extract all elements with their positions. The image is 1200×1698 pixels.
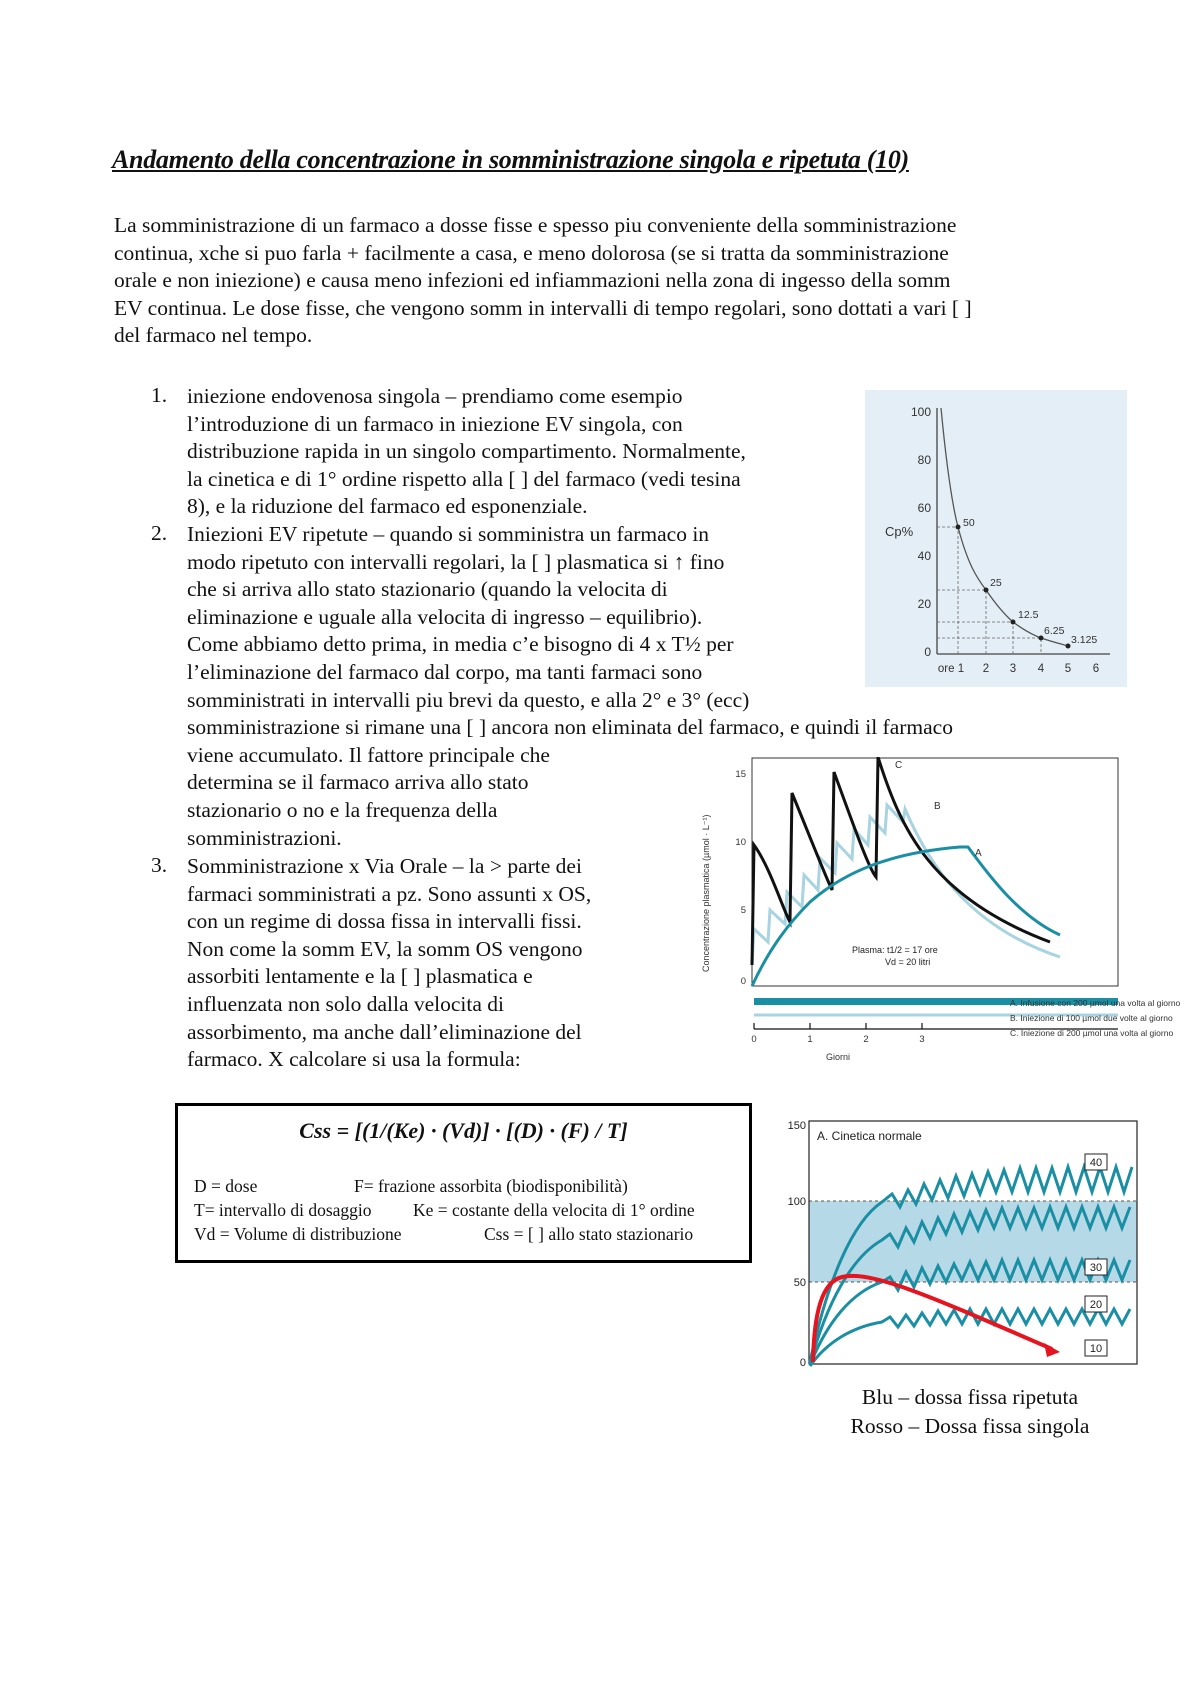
intro-line: EV continua. Le dose fisse, che vengono somm in intervalli di tempo regolari, sono dottati a vari [ ] xyxy=(114,295,972,320)
oral-dosing-figure xyxy=(782,1112,1140,1380)
y-tick-label: 10 xyxy=(735,837,746,848)
list-number: 3. xyxy=(151,853,168,877)
y-tick-label: 40 xyxy=(917,549,931,563)
formula-box xyxy=(175,1103,752,1263)
formula-def: T= intervallo di dosaggio xyxy=(194,1200,372,1220)
chart-title: A. Cinetica normale xyxy=(817,1129,922,1143)
x-tick-label: 3 xyxy=(1009,663,1017,675)
formula-def: Ke = costante della velocita di 1° ordine xyxy=(413,1200,695,1220)
intro-line: del farmaco nel tempo. xyxy=(114,323,313,348)
y-axis-label: Cp% xyxy=(885,524,914,539)
caption-red: Rosso – Dossa fissa singola xyxy=(850,1414,1090,1438)
list-line: influenzata non solo dalla velocita di xyxy=(187,991,505,1016)
data-point xyxy=(1066,644,1071,649)
plasma-info: Vd = 20 litri xyxy=(885,957,931,967)
y-tick-label: 0 xyxy=(740,976,746,987)
list-line: modo ripetuto con intervalli regolari, la [ ] plasmatica si ↑ fino xyxy=(187,549,725,574)
list-line: la cinetica e di 1° ordine rispetto alla [ ] del farmaco (vedi tesina xyxy=(187,466,741,491)
list-line: assorbiti lentamente e la [ ] plasmatica e xyxy=(187,964,533,989)
point-label: 25 xyxy=(990,577,1002,589)
y-tick-label: 60 xyxy=(917,501,931,515)
data-point xyxy=(1039,636,1044,641)
list-line: somministrazioni. xyxy=(187,825,342,850)
point-label: 3.125 xyxy=(1071,634,1098,646)
list-line: l’eliminazione del farmaco dal corpo, ma tanti farmaci sono xyxy=(187,659,703,684)
x-tick-label: 4 xyxy=(1037,663,1045,675)
y-tick-label: 50 xyxy=(793,1277,806,1289)
list-line: con un regime di dossa fissa in intervalli fissi. xyxy=(187,909,582,934)
x-tick-label: 6 xyxy=(1092,663,1100,675)
list-line: Iniezioni EV ripetute – quando si somministra un farmaco in xyxy=(187,522,710,546)
intro-paragraph xyxy=(114,212,1104,350)
list-line: somministrazione si rimane una [ ] ancora non eliminata del farmaco, e quindi il farmaco xyxy=(187,715,953,740)
list-line: Come abbiamo detto prima, in media c’e bisogno di 4 x T½ per xyxy=(187,632,734,657)
legend-entry: A. Infusione con 200 µmol una volta al giorno xyxy=(1010,998,1181,1008)
x-tick-label: 1 xyxy=(807,1034,813,1045)
curve-label: 40 xyxy=(1089,1157,1103,1169)
list-line: l’introduzione di un farmaco in iniezione EV singola, con xyxy=(187,411,683,436)
y-tick-label: 100 xyxy=(787,1196,806,1208)
y-tick-label: 150 xyxy=(787,1120,806,1132)
list-line: Non come la somm EV, la somm OS vengono xyxy=(187,936,583,961)
intro-line: orale e non iniezione) e causa meno infezioni ed infiammazioni nella zona di ingesso della somm xyxy=(114,268,951,293)
page-title: Andamento della concentrazione in somministrazione singola e ripetuta (10) xyxy=(112,145,909,174)
y-axis-label: Concentrazione plasmatica (µmol · L⁻¹) xyxy=(701,814,711,972)
list-line: che si arriva allo stato stazionario (quando la velocita di xyxy=(187,577,668,602)
caption-blue: Blu – dossa fissa ripetuta xyxy=(861,1385,1079,1409)
y-tick-label: 80 xyxy=(917,453,931,467)
list-line: iniezione endovenosa singola – prendiamo come esempio xyxy=(187,384,683,408)
data-point xyxy=(984,588,989,593)
list-number: 2. xyxy=(151,521,168,545)
list-line: farmaci somministrati a pz. Sono assunti x OS, xyxy=(187,881,592,906)
list-line: assorbimento, ma anche dall’eliminazione del xyxy=(187,1019,582,1044)
curve-label: 10 xyxy=(1089,1343,1103,1355)
css-formula: Css = [(1/(Ke) · (Vd)] · [(D) · (F) / T] xyxy=(299,1118,628,1143)
list-line: 8), e la riduzione del farmaco ed esponenziale. xyxy=(187,494,588,519)
x-axis-label: Giorni xyxy=(826,1052,851,1062)
curve-label: A xyxy=(975,848,982,859)
curve-label: 20 xyxy=(1089,1299,1103,1311)
curve-label: C xyxy=(895,760,903,771)
list-line: determina se il farmaco arriva allo stato xyxy=(187,770,529,795)
curve-label: B xyxy=(934,801,941,812)
x-tick-label: 5 xyxy=(1064,663,1072,675)
point-label: 6.25 xyxy=(1044,625,1065,637)
intro-line: La somministrazione di un farmaco a dosse fisse e spesso piu conveniente della somministrazione xyxy=(114,213,957,237)
x-tick-label: 0 xyxy=(751,1034,757,1045)
x-tick-label: 3 xyxy=(919,1034,925,1045)
y-tick-label: 5 xyxy=(740,905,746,916)
y-tick-label: 15 xyxy=(735,769,746,780)
intro-line: continua, xche si puo farla + facilmente a casa, e meno dolorosa (se si tratta da somministrazione xyxy=(114,240,949,265)
list-line: farmaco. X calcolare si usa la formula: xyxy=(187,1047,521,1072)
list-line: Somministrazione x Via Orale – la > parte dei xyxy=(187,854,582,878)
list-line: eliminazione e uguale alla velocita di ingresso – equilibrio). xyxy=(187,604,703,629)
single-dose-decay-figure xyxy=(865,390,1127,687)
x-tick-label: 2 xyxy=(863,1034,869,1045)
curve-10 xyxy=(810,1309,1130,1366)
x-tick-label: 2 xyxy=(982,663,990,675)
list-line: stazionario o no e la frequenza della xyxy=(187,797,498,822)
formula-def: Css = [ ] allo stato stazionario xyxy=(484,1224,694,1244)
curve-label: 30 xyxy=(1089,1262,1103,1274)
plasma-info: Plasma: t1/2 = 17 ore xyxy=(852,945,938,955)
formula-def: F= frazione assorbita (biodisponibilità) xyxy=(354,1176,628,1196)
list-line: somministrati in intervalli piu brevi da questo, e alla 2° e 3° (ecc) xyxy=(187,687,750,712)
list-line: distribuzione rapida in un singolo compartimento. Normalmente, xyxy=(187,439,746,464)
formula-def: D = dose xyxy=(194,1176,258,1196)
y-tick-label: 100 xyxy=(910,405,931,419)
point-label: 50 xyxy=(963,517,975,529)
y-tick-label: 20 xyxy=(917,597,931,611)
point-label: 12.5 xyxy=(1018,609,1039,621)
repeated-iv-figure xyxy=(700,757,1182,1072)
y-tick-label: 0 xyxy=(924,645,931,659)
list-line: viene accumulato. Il fattore principale che xyxy=(187,742,550,767)
data-point xyxy=(1011,620,1016,625)
list-number: 1. xyxy=(151,383,168,407)
data-point xyxy=(956,525,961,530)
legend-entry: C. Iniezione di 200 µmol una volta al giorno xyxy=(1010,1028,1174,1038)
legend-entry: B. Iniezione di 100 µmol due volte al giorno xyxy=(1010,1013,1173,1023)
formula-def: Vd = Volume di distribuzione xyxy=(194,1224,402,1244)
y-tick-label: 0 xyxy=(799,1357,806,1369)
curve-c xyxy=(752,757,1050,965)
arrow-head xyxy=(1044,1343,1060,1357)
x-tick-label: ore 1 xyxy=(937,663,965,675)
